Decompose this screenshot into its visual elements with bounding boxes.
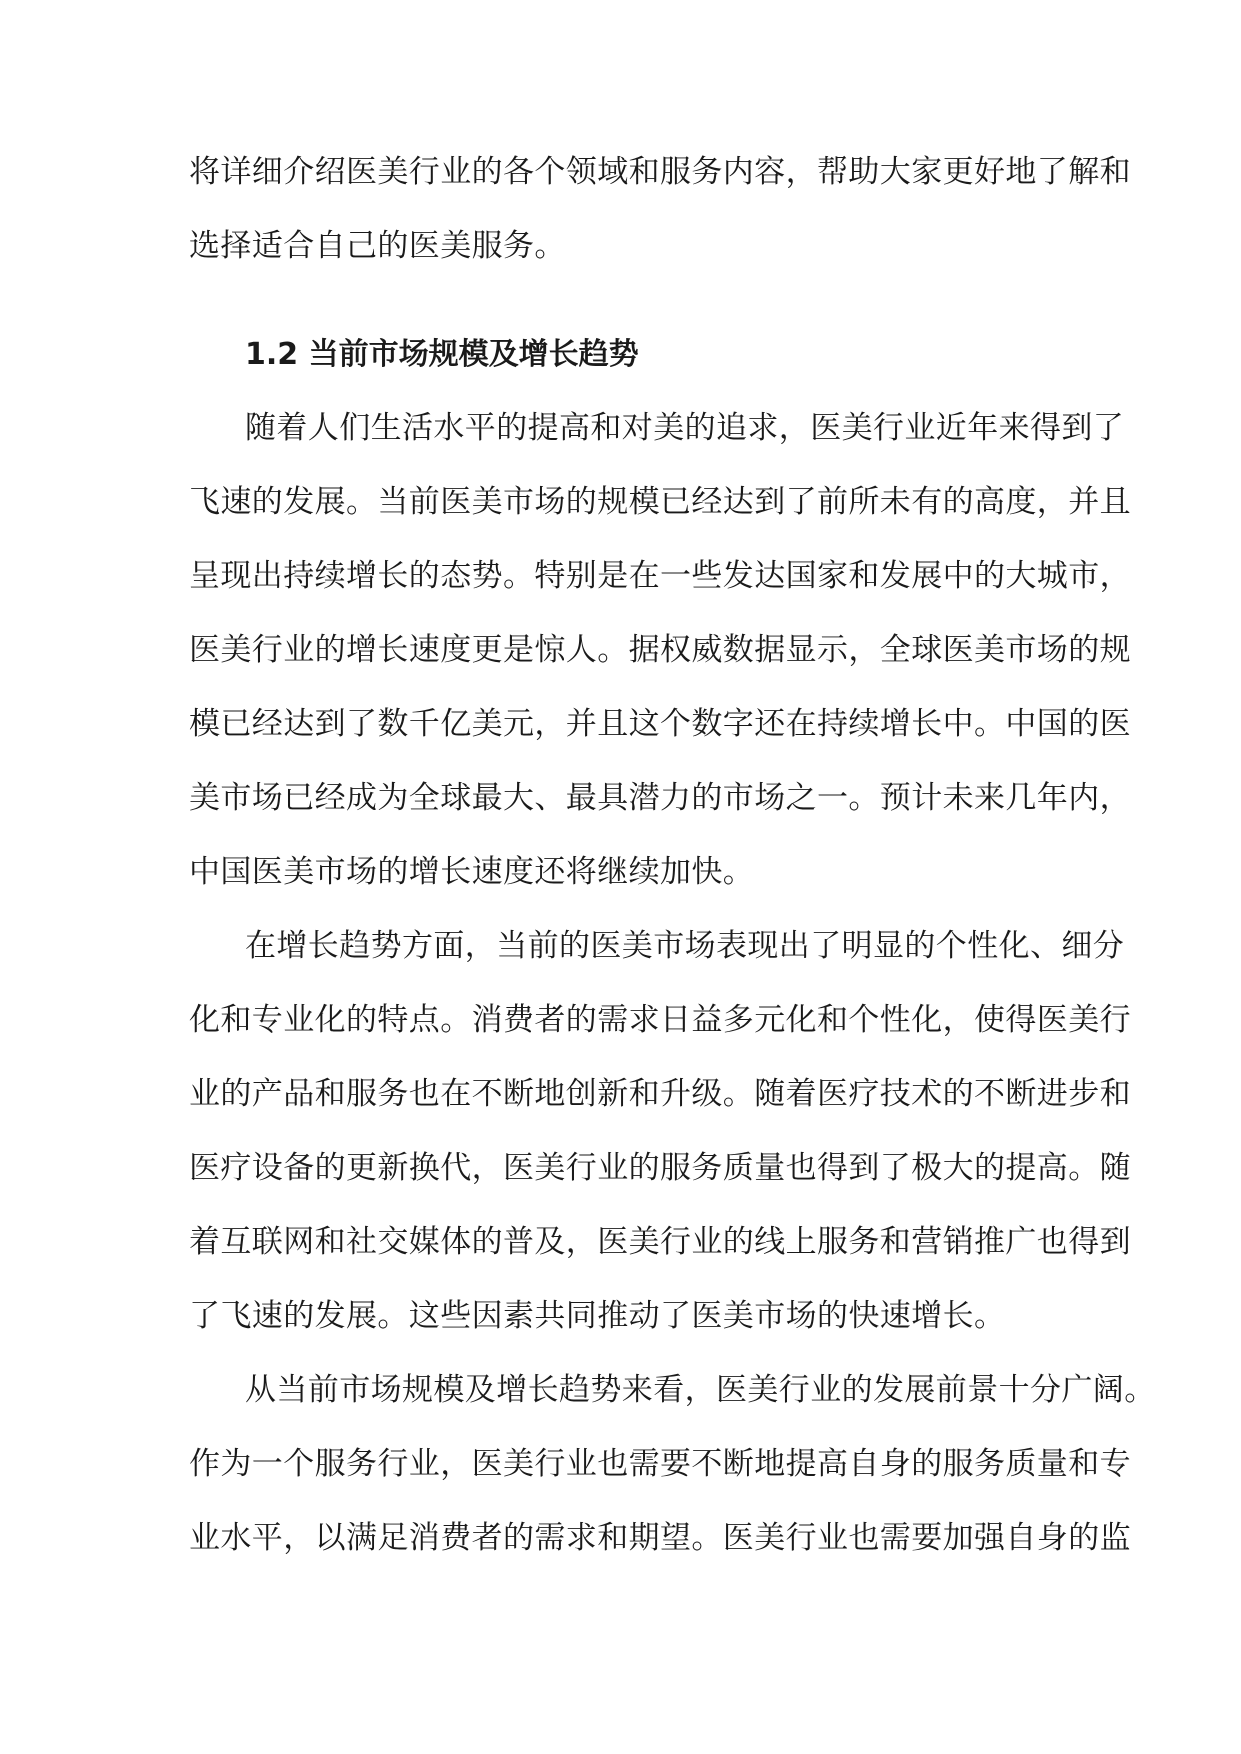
paragraph-line: 选择适合自己的医美服务。	[189, 228, 566, 264]
paragraph-line: 医美行业的增长速度更是惊人。据权威数据显示，全球医美市场的规	[189, 632, 1131, 668]
paragraph-line: 业水平，以满足消费者的需求和期望。医美行业也需要加强自身的监	[189, 1520, 1131, 1556]
section-heading: 1.2 当前市场规模及增长趋势	[245, 337, 639, 372]
paragraph-line: 模已经达到了数千亿美元，并且这个数字还在持续增长中。中国的医	[189, 706, 1131, 742]
paragraph-line: 从当前市场规模及增长趋势来看，医美行业的发展前景十分广阔。	[245, 1372, 1156, 1408]
paragraph-line: 中国医美市场的增长速度还将继续加快。	[189, 854, 755, 890]
paragraph-outlook	[189, 1359, 1156, 1581]
paragraph-line: 作为一个服务行业，医美行业也需要不断地提高自身的服务质量和专	[189, 1446, 1131, 1482]
paragraph-line: 业的产品和服务也在不断地创新和升级。随着医疗技术的不断进步和	[189, 1076, 1131, 1112]
paragraph-line: 医疗设备的更新换代，医美行业的服务质量也得到了极大的提高。随	[189, 1150, 1131, 1186]
paragraph-line: 在增长趋势方面，当前的医美市场表现出了明显的个性化、细分	[245, 928, 1125, 964]
paragraph-market-scale	[189, 397, 1131, 915]
paragraph-line: 美市场已经成为全球最大、最具潜力的市场之一。预计未来几年内，	[189, 780, 1131, 816]
paragraph-line: 了飞速的发展。这些因素共同推动了医美市场的快速增长。	[189, 1298, 1006, 1334]
intro-paragraph	[189, 141, 1131, 289]
paragraph-line: 飞速的发展。当前医美市场的规模已经达到了前所未有的高度，并且	[189, 484, 1131, 520]
paragraph-line: 随着人们生活水平的提高和对美的追求，医美行业近年来得到了	[245, 410, 1125, 446]
paragraph-line: 将详细介绍医美行业的各个领域和服务内容，帮助大家更好地了解和	[189, 154, 1131, 190]
paragraph-line: 着互联网和社交媒体的普及，医美行业的线上服务和营销推广也得到	[189, 1224, 1131, 1260]
document-body	[189, 141, 1156, 1581]
paragraph-line: 化和专业化的特点。消费者的需求日益多元化和个性化，使得医美行	[189, 1002, 1131, 1038]
paragraph-line: 呈现出持续增长的态势。特别是在一些发达国家和发展中的大城市，	[189, 558, 1131, 594]
paragraph-growth-trend	[189, 915, 1131, 1359]
